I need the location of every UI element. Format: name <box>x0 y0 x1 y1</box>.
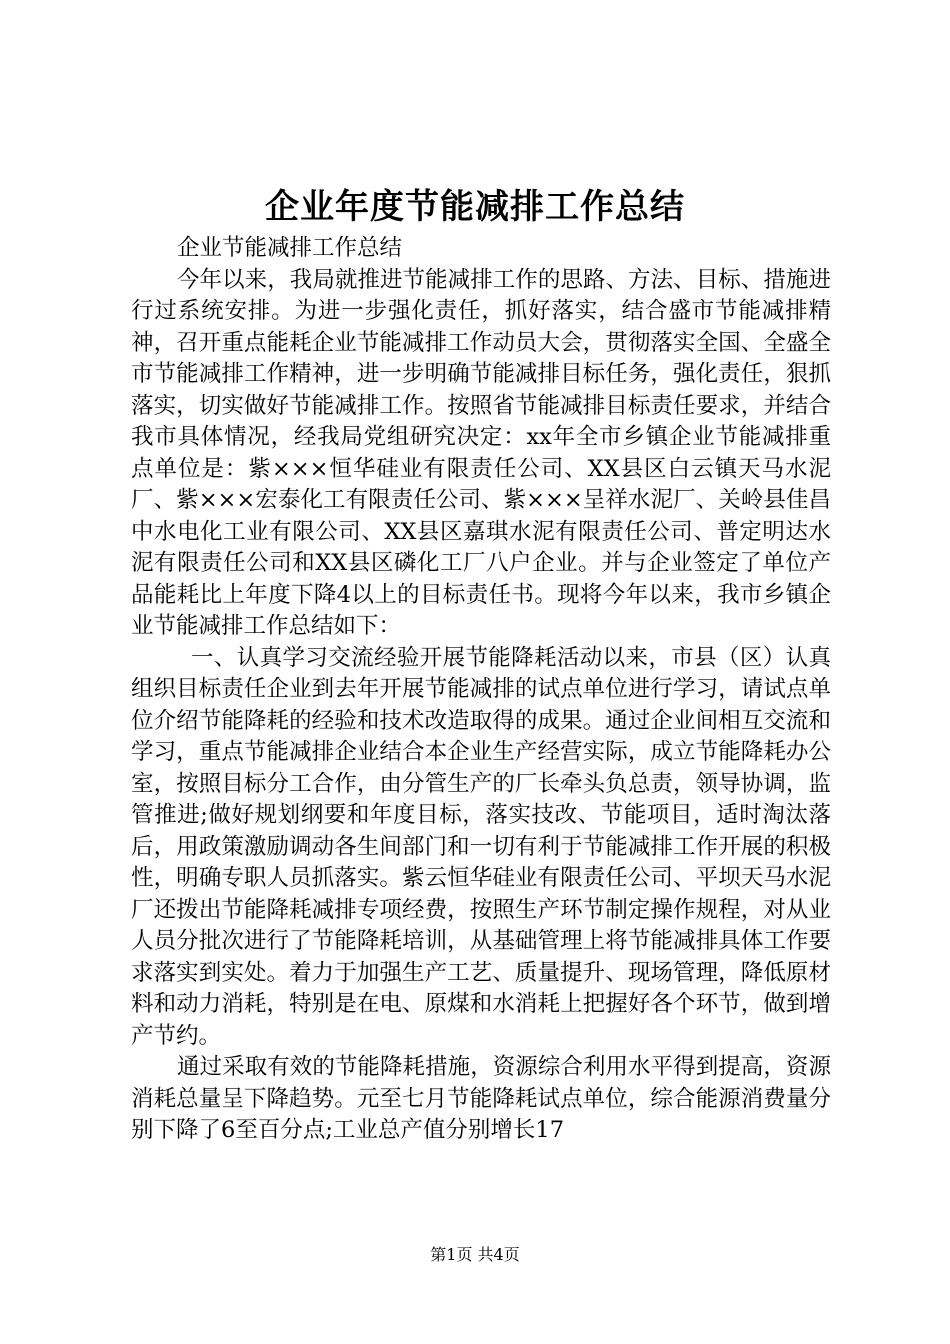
paragraph-section-one: 一、认真学习交流经验开展节能降耗活动以来，市县（区）认真组织目标责任企业到去年开展节能减排的试点单位进行学习，请试点单位介绍节能降耗的经验和技术改造取得的成果。通过企业间相互交流和学习，重点节能减排企业结合本企业生产经营实际，成立节能降耗办公室，按照目标分工合作，由分管生产的厂长牵头负总责，领导协调，监管推进;做好规划纲要和年度目标，落实技改、节能项目，适时淘汰落后，用政策激励调动各生间部门和一切有利于节能减排工作开展的积极性，明确专职人员抓落实。紫云恒华硅业有限责任公司、平坝天马水泥厂还拨出节能降耗减排专项经费，按照生产环节制定操作规程，对从业人员分批次进行了节能降耗培训，从基础管理上将节能减排具体工作要求落实到实处。着力于加强生产工艺、质量提升、现场管理，降低原材料和动力消耗，特别是在电、原煤和水消耗上把握好各个环节，做到增产节约。 <box>131 644 831 1049</box>
document-title: 企业年度节能减排工作总结 <box>265 187 685 227</box>
page-footer: 第1页 共4页 <box>430 1245 520 1264</box>
paragraph-intro: 今年以来，我局就推进节能减排工作的思路、方法、目标、措施进行过系统安排。为进一步强化责任，抓好落实，结合盛市节能减排精神，召开重点能耗企业节能减排工作动员大会，贯彻落实全国、全盛全市节能减排工作精神，进一步明确节能减排目标任务，强化责任，狠抓落实，切实做好节能减排工作。按照省节能减排目标责任要求，并结合我市具体情况，经我局党组研究决定：xx年全市乡镇企业节能减排重点单位是：紫×××恒华硅业有限责任公司、XX县区白云镇天马水泥厂、紫×××宏泰化工有限责任公司、紫×××呈祥水泥厂、关岭县佳昌中水电化工业有限公司、XX县区嘉琪水泥有限责任公司、普定明达水泥有限责任公司和XX县区磷化工厂八户企业。并与企业签定了单位产品能耗比上年度下降4以上的目标责任书。现将今年以来，我市乡镇企业节能减排工作总结如下： <box>131 266 831 639</box>
document-body <box>131 233 831 1147</box>
paragraph-subtitle: 企业节能减排工作总结 <box>177 235 403 261</box>
paragraph-results: 通过采取有效的节能降耗措施，资源综合利用水平得到提高，资源消耗总量呈下降趋势。元至七月节能降耗试点单位，综合能源消费量分别下降了6至百分点;工业总产值分别增长17 <box>131 1054 831 1143</box>
